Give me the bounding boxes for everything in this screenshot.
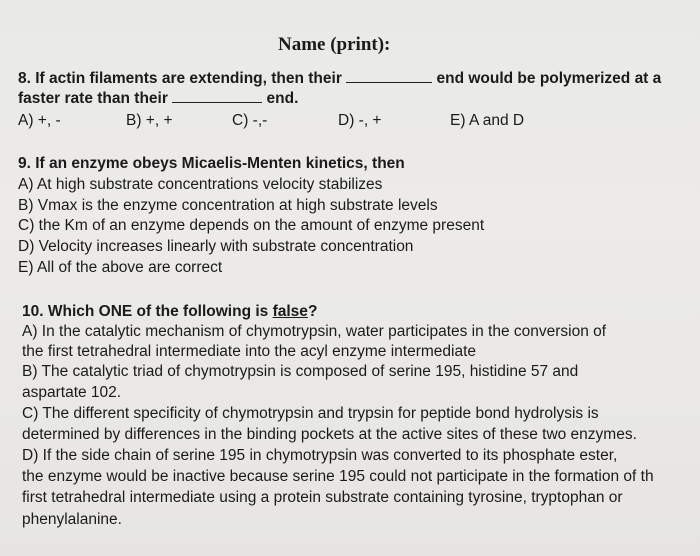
q10-line-10: phenylalanine. xyxy=(22,511,122,528)
q10-line-6: determined by differences in the binding pockets at the active sites of these two enzymes. xyxy=(22,426,637,443)
q8-choice-e: E) A and D xyxy=(450,112,525,129)
q10-line-4: aspartate 102. xyxy=(22,384,122,401)
q8-line1 xyxy=(18,68,661,89)
q10-stem-suffix: ? xyxy=(307,303,318,320)
q10-line-5: C) The different specificity of chymotrypsin and trypsin for peptide bond hydrolysis is xyxy=(22,405,599,422)
q9-option-a: A) At high substrate concentrations velocity stabilizes xyxy=(18,176,383,193)
q8-blank-1 xyxy=(346,68,432,83)
q8-text-part2: end would be polymerized at a xyxy=(436,70,662,87)
q8-text-part1: 8. If actin filaments are extending, then their xyxy=(18,70,342,87)
q8-line2 xyxy=(18,88,298,109)
q10-line-8: the enzyme would be inactive because serine 195 could not participate in the formation of th xyxy=(22,468,654,485)
q8-text-part3: faster rate than their xyxy=(18,90,168,107)
q8-blank-2 xyxy=(172,88,262,103)
q8-choice-b: B) +, + xyxy=(126,112,173,129)
q9-option-e: E) All of the above are correct xyxy=(18,259,223,276)
q10-stem-prefix: 10. Which ONE of the following is xyxy=(22,303,273,320)
q10-line-9: first tetrahedral intermediate using a protein substrate containing tyrosine, tryptophan or xyxy=(22,489,623,506)
q9-stem: 9. If an enzyme obeys Micaelis-Menten kinetics, then xyxy=(18,155,405,172)
q8-choice-a: A) +, - xyxy=(18,112,61,129)
q9-option-b: B) Vmax is the enzyme concentration at high substrate levels xyxy=(18,197,438,214)
q10-stem-emphasis: false xyxy=(272,303,308,320)
q10-line-2: the first tetrahedral intermediate into the acyl enzyme intermediate xyxy=(22,343,477,360)
q10-stem xyxy=(22,302,317,322)
page-title: Name (print): xyxy=(278,34,391,55)
q10-line-3: B) The catalytic triad of chymotrypsin is composed of serine 195, histidine 57 and xyxy=(22,363,579,380)
q8-text-part4: end. xyxy=(266,90,299,107)
q9-option-d: D) Velocity increases linearly with substrate concentration xyxy=(18,238,414,255)
q10-line-1: A) In the catalytic mechanism of chymotrypsin, water participates in the conversion of xyxy=(22,323,607,340)
q8-choice-c: C) -,- xyxy=(232,112,268,129)
q8-choice-d: D) -, + xyxy=(338,112,382,129)
q10-line-7: D) If the side chain of serine 195 in chymotrypsin was converted to its phosphate ester, xyxy=(22,447,618,464)
q9-option-c: C) the Km of an enzyme depends on the amount of enzyme present xyxy=(18,217,485,234)
